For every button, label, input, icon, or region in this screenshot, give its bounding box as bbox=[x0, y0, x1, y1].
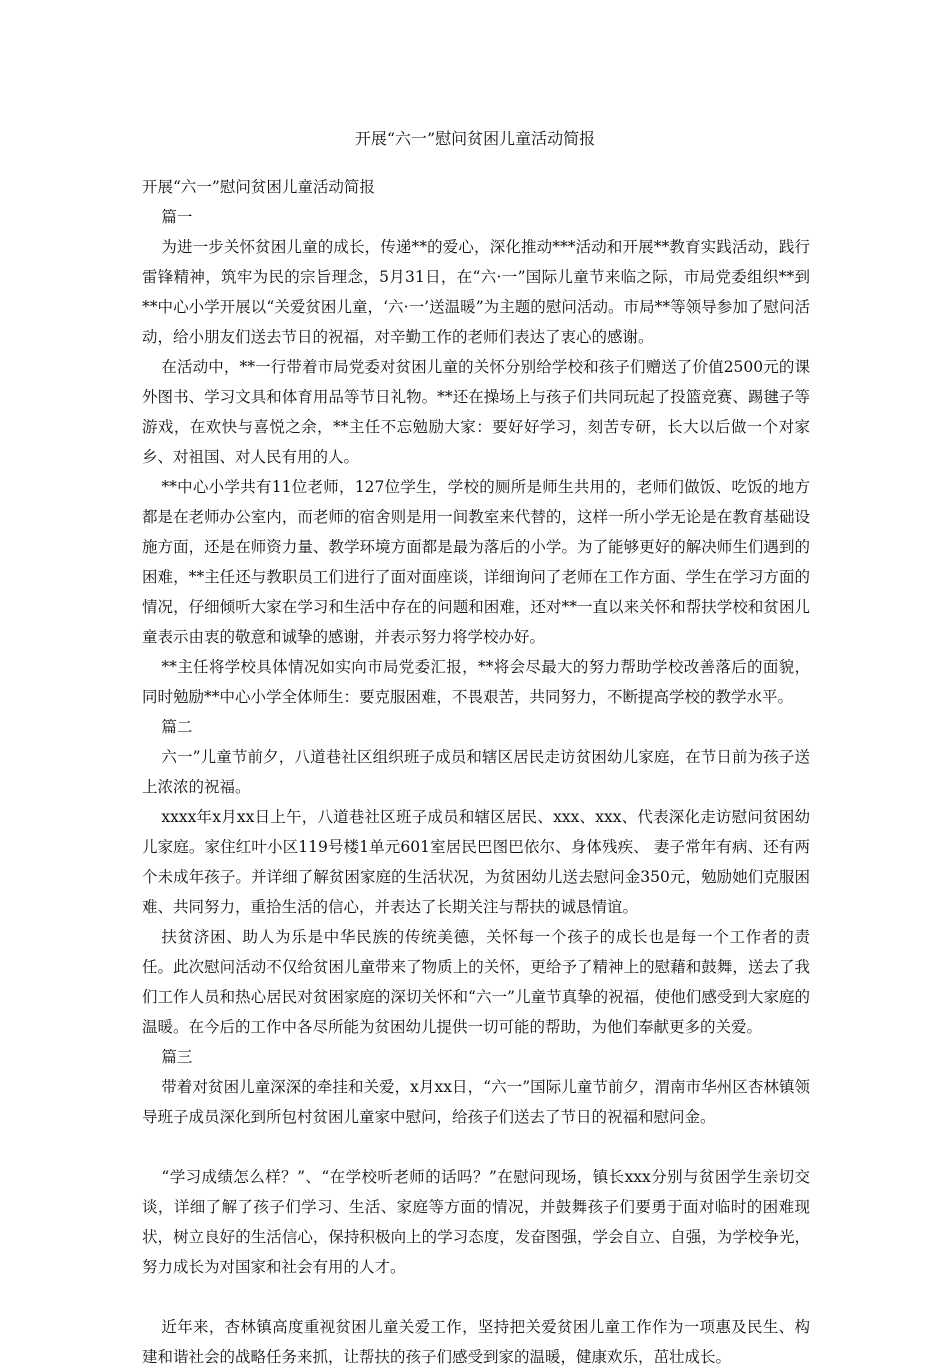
section-1-paragraph-1: 为进一步关怀贫困儿童的成长，传递**的爱心，深化推动***活动和开展**教育实践活动，践行雷锋精神，筑牢为民的宗旨理念，5月31日，在“六·一”国际儿童节来临之际，市局党委组织**到**中心小学开展以“关爱贫困儿童，‘六·一’送温暖”为主题的慰问活动。市局**等领导参加了慰问活动，给小朋友们送去节日的祝福，对辛勤工作的老师们表达了衷心的感谢。 bbox=[142, 238, 810, 346]
section-1-paragraph-4: **主任将学校具体情况如实向市局党委汇报，**将会尽最大的努力帮助学校改善落后的面貌，同时勉励**中心小学全体师生：要克服困难，不畏艰苦，共同努力，不断提高学校的教学水平。 bbox=[142, 658, 810, 706]
section-3-paragraph-1: 带着对贫困儿童深深的牵挂和关爱，x月xx日，“六一”国际儿童节前夕，渭南市华州区杏林镇领导班子成员深化到所包村贫困儿童家中慰问，给孩子们送去了节日的祝福和慰问金。 bbox=[142, 1078, 810, 1126]
section-3-paragraph-3: 近年来，杏林镇高度重视贫困儿童关爱工作，坚持把关爱贫困儿童工作作为一项惠及民生、构建和谐社会的战略任务来抓，让帮扶的孩子们感受到家的温暖，健康欢乐，茁壮成长。 bbox=[142, 1318, 810, 1366]
document-body bbox=[142, 172, 810, 1372]
paragraph-spacer bbox=[142, 1282, 810, 1312]
document-title: 开展“六一”慰问贫困儿童活动简报 bbox=[354, 129, 596, 148]
section-label-1: 篇一 bbox=[161, 208, 193, 226]
section-1-paragraph-3: **中心小学共有11位老师，127位学生，学校的厕所是师生共用的，老师们做饭、吃饭的地方都是在老师办公室内，而老师的宿舍则是用一间教室来代替的，这样一所小学无论是在教育基础设施方面，还是在师资力量、教学环境方面都是最为落后的小学。为了能够更好的解决师生们遇到的困难，**主任还与教职员工们进行了面对面座谈，详细询问了老师在工作方面、学生在学习方面的情况，仔细倾听大家在学习和生活中存在的问题和困难，还对**一直以来关怀和帮扶学校和贫困儿童表示由衷的敬意和诚挚的感谢，并表示努力将学校办好。 bbox=[142, 478, 810, 646]
paragraph-spacer bbox=[142, 1132, 810, 1162]
document-heading: 开展“六一”慰问贫困儿童活动简报 bbox=[142, 178, 375, 196]
section-label-3: 篇三 bbox=[161, 1048, 193, 1066]
section-3-paragraph-2: “学习成绩怎么样？”、“在学校听老师的话吗？”在慰问现场，镇长xxx分别与贫困学生亲切交谈，详细了解了孩子们学习、生活、家庭等方面的情况，并鼓舞孩子们要勇于面对临时的困难现状，树立良好的生活信心，保持积极向上的学习态度，发奋图强，学会自立、自强，为学校争光，努力成长为对国家和社会有用的人才。 bbox=[142, 1168, 810, 1276]
section-2-paragraph-2: xxxx年x月xx日上午，八道巷社区班子成员和辖区居民、xxx、xxx、代表深化走访慰问贫困幼儿家庭。家住红叶小区119号楼1单元601室居民巴图巴依尔、身体残疾、 妻子常年有病、还有两个未成年孩子。并详细了解贫困家庭的生活状况，为贫困幼儿送去慰问金350元，勉励她们克服困难、共同努力，重拾生活的信心，并表达了长期关注与帮扶的诚恳情谊。 bbox=[142, 808, 810, 916]
section-2-paragraph-3: 扶贫济困、助人为乐是中华民族的传统美德，关怀每一个孩子的成长也是每一个工作者的责任。此次慰问活动不仅给贫困儿童带来了物质上的关怀，更给予了精神上的慰藉和鼓舞，送去了我们工作人员和热心居民对贫困家庭的深切关怀和“六一”儿童节真挚的祝福，使他们感受到大家庭的温暖。在今后的工作中各尽所能为贫困幼儿提供一切可能的帮助，为他们奉献更多的关爱。 bbox=[142, 928, 810, 1036]
section-label-2: 篇二 bbox=[161, 718, 193, 736]
section-2-paragraph-1: 六一”儿童节前夕，八道巷社区组织班子成员和辖区居民走访贫困幼儿家庭，在节日前为孩子送上浓浓的祝福。 bbox=[142, 748, 810, 796]
section-1-paragraph-2: 在活动中，**一行带着市局党委对贫困儿童的关怀分别给学校和孩子们赠送了价值2500元的课外图书、学习文具和体育用品等节日礼物。**还在操场上与孩子们共同玩起了投篮竞赛、踢毽子等游戏，在欢快与喜悦之余，**主任不忘勉励大家：要好好学习，刻苦专研，长大以后做一个对家乡、对祖国、对人民有用的人。 bbox=[142, 358, 810, 466]
